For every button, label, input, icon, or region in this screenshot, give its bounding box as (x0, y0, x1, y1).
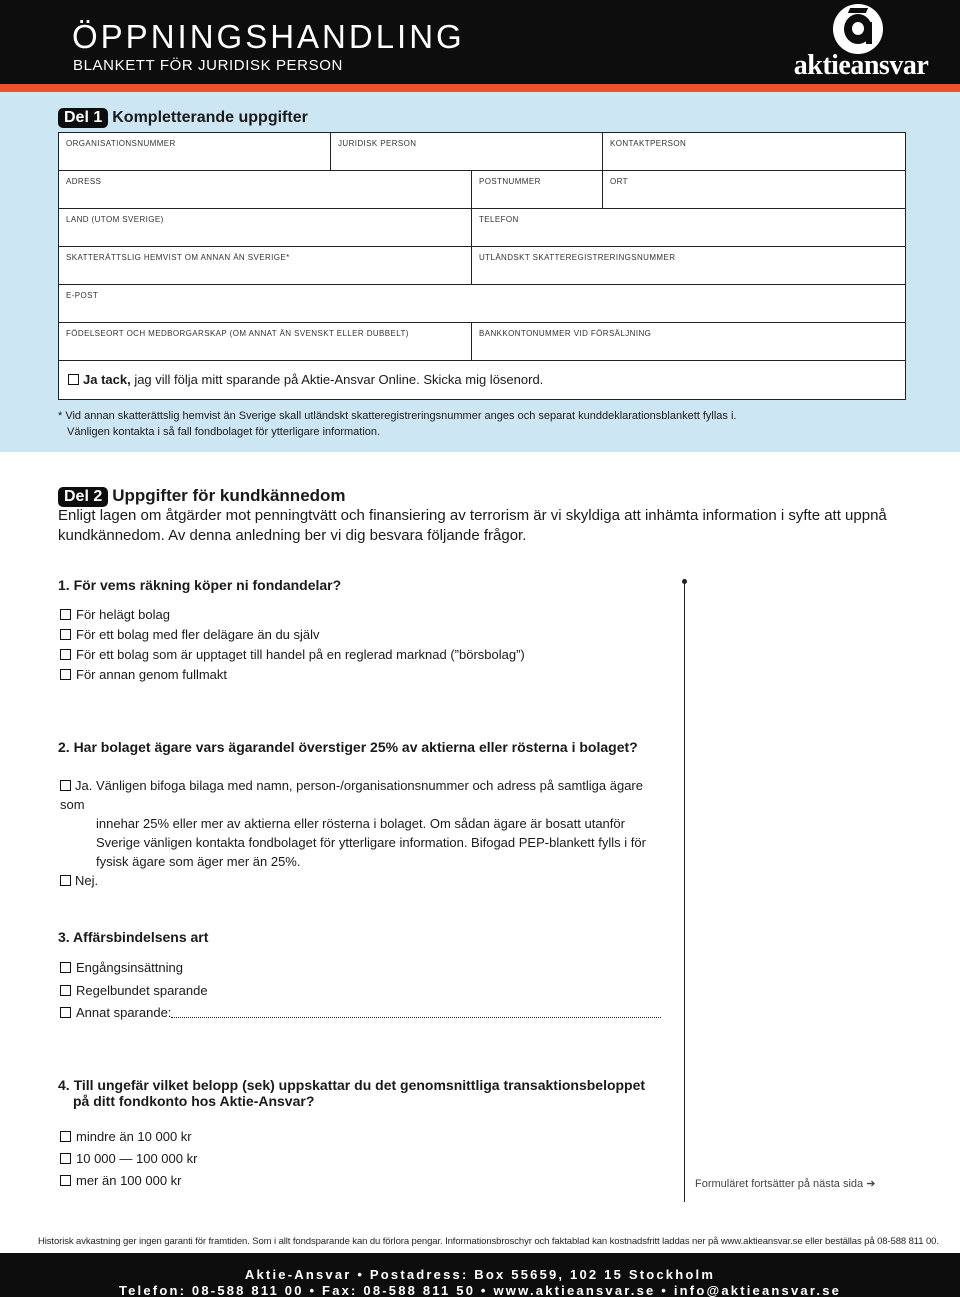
q3-option-checkbox[interactable] (60, 962, 71, 973)
q4-option (60, 1151, 197, 1166)
accent-bar (0, 84, 960, 92)
annat-sparande-input-line[interactable] (171, 1017, 661, 1018)
q1-option (60, 667, 227, 682)
q1-option-checkbox[interactable] (60, 629, 71, 640)
online-access-label: jag vill följa mitt sparande på Aktie-Ansvar Online. Skicka mig lösenord. (130, 372, 544, 387)
online-access-checkbox[interactable] (68, 374, 79, 385)
field-ort[interactable]: ORT (610, 177, 628, 186)
q4-option-checkbox[interactable] (60, 1175, 71, 1186)
field-utlandskt-skatteregnr[interactable]: UTLÄNDSKT SKATTEREGISTRERINGSNUMMER (479, 253, 676, 262)
q2-yes-continuation: innehar 25% eller mer av aktierna eller rösterna i bolaget. Om sådan ägare är bosatt utanför Sverige vänligen kontakta fondbolaget för ytterligare information. Bifogad PEP-blankett fylls i för fysisk ägare som äger mer än 25%. (96, 816, 646, 869)
question-4-title-line-1: 4. Till ungefär vilket belopp (sek) uppskattar du det genomsnittliga transaktionsbeloppet (58, 1077, 646, 1093)
q3-option (60, 1005, 661, 1020)
field-postnummer[interactable]: POSTNUMMER (472, 171, 603, 208)
field-juridisk-person[interactable]: JURIDISK PERSON (331, 133, 603, 170)
q4-option-label: mindre än 10 000 kr (76, 1129, 192, 1144)
page-header (0, 0, 960, 84)
field-bankkontonummer[interactable]: BANKKONTONUMMER VID FÖRSÄLJNING (479, 329, 652, 338)
q3-option-label: Engångsinsättning (76, 960, 183, 975)
q3-option-checkbox[interactable] (60, 985, 71, 996)
q3-option-label: Annat sparande: (76, 1005, 172, 1020)
section-1-footnote (58, 408, 736, 440)
section-1-badge: Del 1 (58, 108, 108, 128)
field-fodelseort-medborgarskap[interactable]: FÖDELSEORT OCH MEDBORGARSKAP (OM ANNAT ÄN SVENSKT ELLER DUBBELT) (59, 323, 472, 360)
q2-yes-checkbox[interactable] (60, 780, 71, 791)
margin-line (684, 582, 685, 1202)
q1-option-label: För annan genom fullmakt (76, 667, 228, 682)
question-2-title: 2. Har bolaget ägare vars ägarandel överstiger 25% av aktierna eller rösterna i bolaget? (58, 739, 638, 755)
q2-options (60, 776, 670, 890)
q3-option-checkbox[interactable] (60, 1007, 71, 1018)
footer-address: Aktie-Ansvar • Postadress: Box 55659, 102 15 Stockholm (244, 1267, 716, 1282)
q2-yes-lead: Ja. Vänligen bifoga bilaga med namn, person-/organisationsnummer och adress på samtliga ägare som (60, 778, 643, 812)
disclaimer-note: Historisk avkastning ger ingen garanti för framtiden. Som i allt fondsparande kan du förlora pengar. Informationsbroschyr och faktablad kan kostnadsfritt laddas ner på www.aktieansvar.se eller beställas på 08-588 811 00. (38, 1236, 939, 1247)
form-row (59, 133, 905, 171)
field-kontaktperson[interactable]: KONTAKTPERSON (610, 139, 687, 148)
q3-option (60, 983, 208, 998)
logo-mark-icon (833, 4, 883, 54)
section-2-badge: Del 2 (58, 487, 108, 507)
q4-option-label: mer än 100 000 kr (76, 1173, 182, 1188)
q4-option-label: 10 000 — 100 000 kr (76, 1151, 198, 1166)
online-access-label-bold: Ja tack, (83, 372, 131, 387)
q1-option-label: För ett bolag som är upptaget till handel på en reglerad marknad (”börsbolag”) (76, 647, 525, 662)
section-2-title: Uppgifter för kundkännedom (112, 486, 346, 505)
field-e-post[interactable]: E-POST (66, 291, 99, 300)
footnote-line-1: * Vid annan skatterättslig hemvist än Sverige skall utländskt skatteregistreringsnummer anges och separat kunddeklarationsblankett fyllas i. (58, 410, 737, 422)
q4-option (60, 1173, 182, 1188)
online-access-option (59, 361, 905, 399)
aktieansvar-logo (786, 4, 936, 80)
section-2-intro: Enligt lagen om åtgärder mot penningtvätt och finansiering av terrorism är vi skyldiga att inhämta information i syfte att uppnå kundkännedom. Av denna anledning ber vi dig besvara följande frågor. (58, 507, 887, 544)
field-organisationsnummer[interactable]: ORGANISATIONSNUMMER (59, 133, 331, 170)
q3-option (60, 960, 183, 975)
section-1-title: Kompletterande uppgifter (112, 109, 308, 126)
q4-option (60, 1129, 192, 1144)
question-4-title (58, 1077, 645, 1109)
footer-contact: Telefon: 08-588 811 00 • Fax: 08-588 811 50 • www.aktieansvar.se • info@aktieansvar.se (118, 1283, 842, 1297)
q1-option-checkbox[interactable] (60, 649, 71, 660)
q3-option-label: Regelbundet sparande (76, 983, 208, 998)
q2-option-yes (60, 776, 670, 871)
q1-option-label: För helägt bolag (76, 607, 170, 622)
q4-option-checkbox[interactable] (60, 1131, 71, 1142)
q1-option (60, 607, 170, 622)
q1-option (60, 627, 320, 642)
company-details-form (58, 132, 906, 400)
field-land[interactable]: LAND (UTOM SVERIGE) (59, 209, 472, 246)
q1-option-checkbox[interactable] (60, 609, 71, 620)
form-row (59, 285, 905, 323)
section-2-heading (58, 486, 346, 507)
q2-option-no (60, 871, 670, 890)
q2-no-label: Nej. (75, 873, 99, 888)
logo-wordmark: aktieansvar (793, 50, 929, 81)
field-telefon[interactable]: TELEFON (479, 215, 519, 224)
field-skatterattslig-hemvist[interactable]: SKATTERÄTTSLIG HEMVIST OM ANNAN ÄN SVERIGE* (59, 247, 472, 284)
q1-option-label: För ett bolag med fler delägare än du själv (76, 627, 320, 642)
field-adress[interactable]: ADRESS (59, 171, 472, 208)
form-title: ÖPPNINGSHANDLING (72, 18, 465, 55)
q1-option (60, 647, 525, 662)
q1-option-checkbox[interactable] (60, 669, 71, 680)
form-row (59, 247, 905, 285)
footnote-line-2: Vänligen kontakta i så fall fondbolaget för ytterligare information. (67, 426, 381, 438)
question-3-title: 3. Affärsbindelsens art (58, 929, 209, 945)
question-1-title: 1. För vems räkning köper ni fondandelar? (58, 577, 342, 593)
continue-next-page-note: Formuläret fortsätter på nästa sida ➔ (695, 1178, 876, 1190)
q4-option-checkbox[interactable] (60, 1153, 71, 1164)
form-row (59, 171, 905, 209)
form-row (59, 209, 905, 247)
q2-no-checkbox[interactable] (60, 875, 71, 886)
form-subtitle: BLANKETT FÖR JURIDISK PERSON (73, 57, 343, 74)
question-4-title-line-2: på ditt fondkonto hos Aktie-Ansvar? (73, 1093, 315, 1109)
page-footer (0, 1253, 960, 1297)
form-row (59, 323, 905, 361)
section-1-heading (58, 108, 308, 128)
